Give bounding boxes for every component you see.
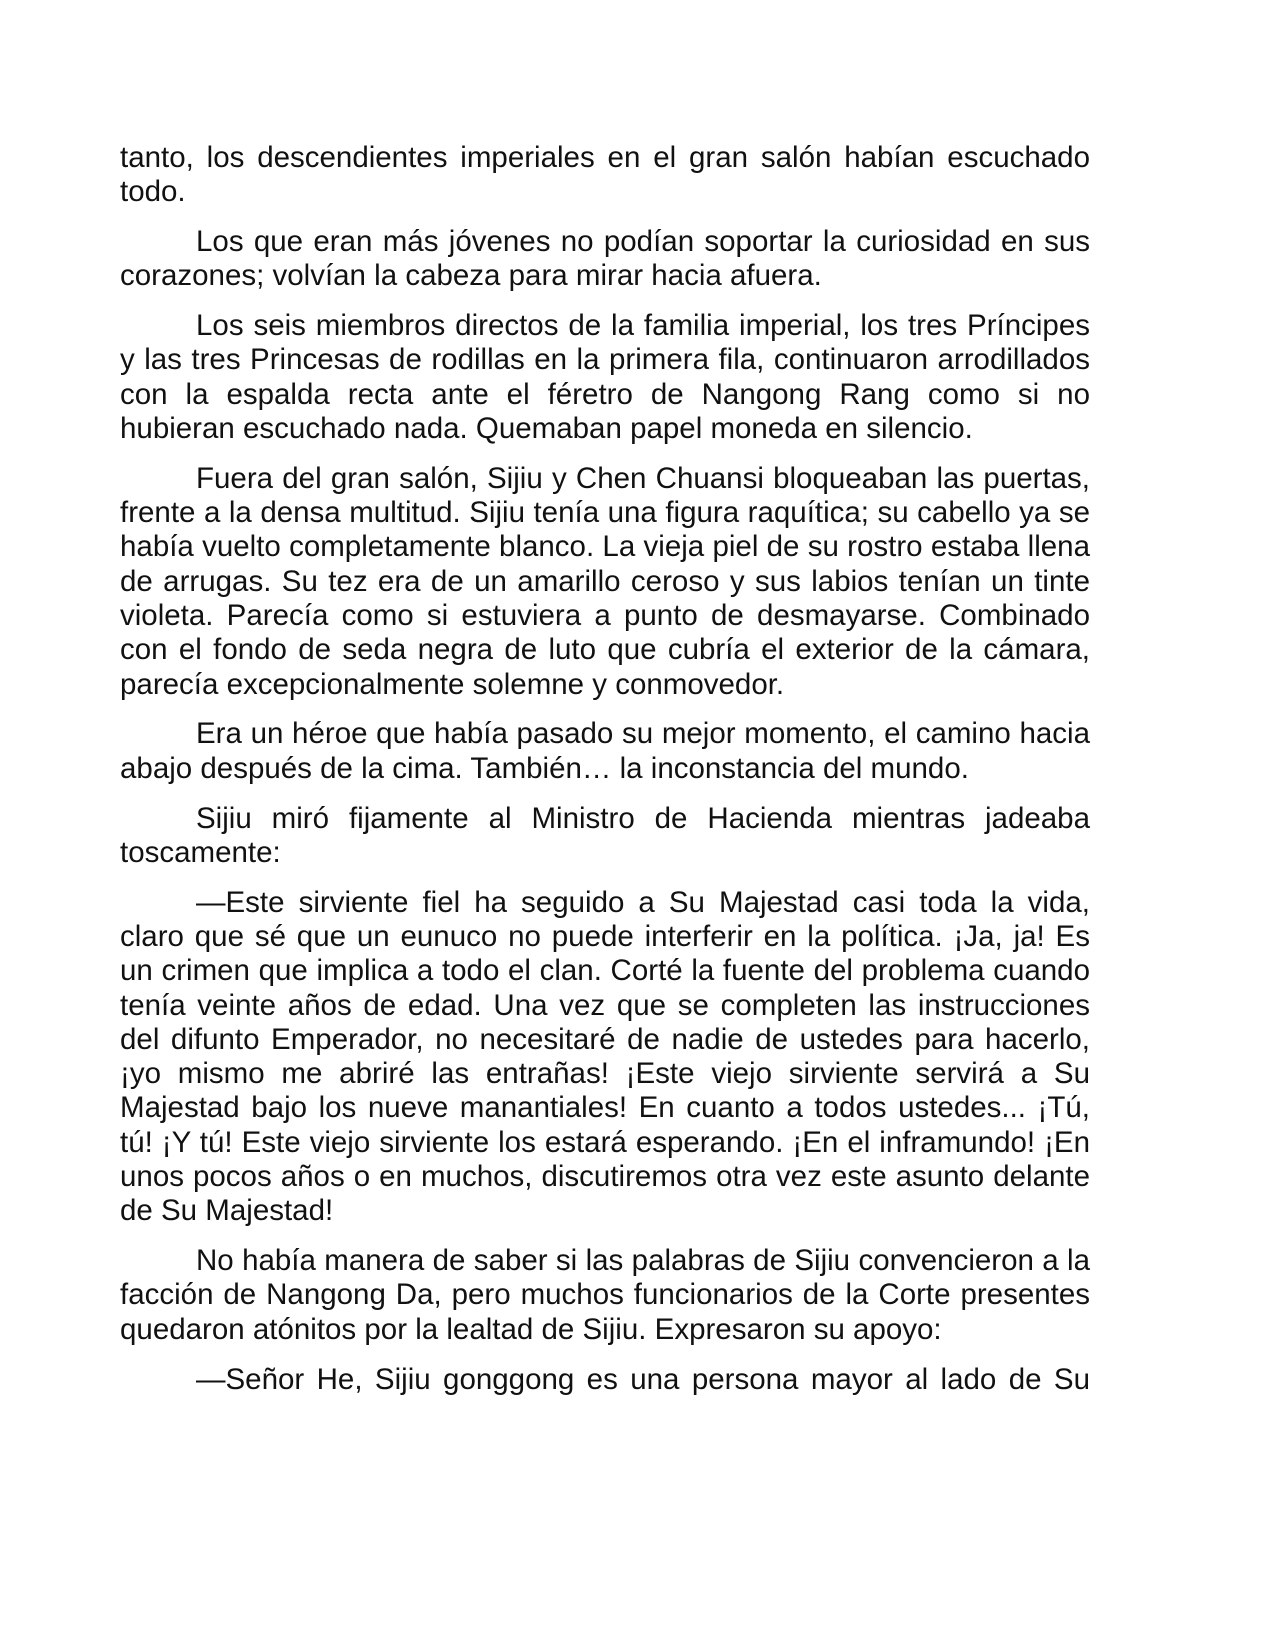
paragraph: Sijiu miró fijamente al Ministro de Hacienda mientras jadeaba toscamente: — [120, 801, 1090, 869]
paragraph: Los que eran más jóvenes no podían soportar la curiosidad en sus corazones; volvían la cabeza para mirar hacia afuera. — [120, 225, 1090, 293]
paragraph-continuation: tanto, los descendientes imperiales en el gran salón habían escuchado todo. — [120, 141, 1090, 209]
paragraph: No había manera de saber si las palabras de Sijiu convencieron a la facción de Nangong Da, pero muchos funcionarios de la Corte presentes quedaron atónitos por la lealtad de Sijiu. Expresaron su apoyo: — [120, 1244, 1090, 1346]
document-page — [120, 141, 1090, 1412]
paragraph: Los seis miembros directos de la familia imperial, los tres Príncipes y las tres Princesas de rodillas en la primera fila, continuaron arrodillados con la espalda recta ante el féretro de Nangong Rang como si no hubieran escuchado nada. Quemaban papel moneda en silencio. — [120, 309, 1090, 446]
paragraph: Fuera del gran salón, Sijiu y Chen Chuansi bloqueaban las puertas, frente a la densa multitud. Sijiu tenía una figura raquítica; su cabello ya se había vuelto completamente blanco. La vieja piel de su rostro estaba llena de arrugas. Su tez era de un amarillo ceroso y sus labios tenían un tinte violeta. Parecía como si estuviera a punto de desmayarse. Combinado con el fondo de seda negra de luto que cubría el exterior de la cámara, parecía excepcionalmente solemne y conmovedor. — [120, 461, 1090, 701]
paragraph: Era un héroe que había pasado su mejor momento, el camino hacia abajo después de la cima. También… la inconstancia del mundo. — [120, 717, 1090, 785]
dialogue-paragraph-truncated: —Señor He, Sijiu gonggong es una persona mayor al lado de Su — [196, 1362, 1090, 1396]
dialogue-paragraph: —Este sirviente fiel ha seguido a Su Majestad casi toda la vida, claro que sé que un eunuco no puede interferir en la política. ¡Ja, ja! Es un crimen que implica a todo el clan. Corté la fuente del problema cuando tenía veinte años de edad. Una vez que se completen las instrucciones del difunto Emperador, no necesitaré de nadie de ustedes para hacerlo, ¡yo mismo me abriré las entrañas! ¡Este viejo sirviente servirá a Su Majestad bajo los nueve manantiales! En cuanto a todos ustedes... ¡Tú, tú! ¡Y tú! Este viejo sirviente los estará esperando. ¡En el inframundo! ¡En unos pocos años o en muchos, discutiremos otra vez este asunto delante de Su Majestad! — [120, 885, 1090, 1228]
